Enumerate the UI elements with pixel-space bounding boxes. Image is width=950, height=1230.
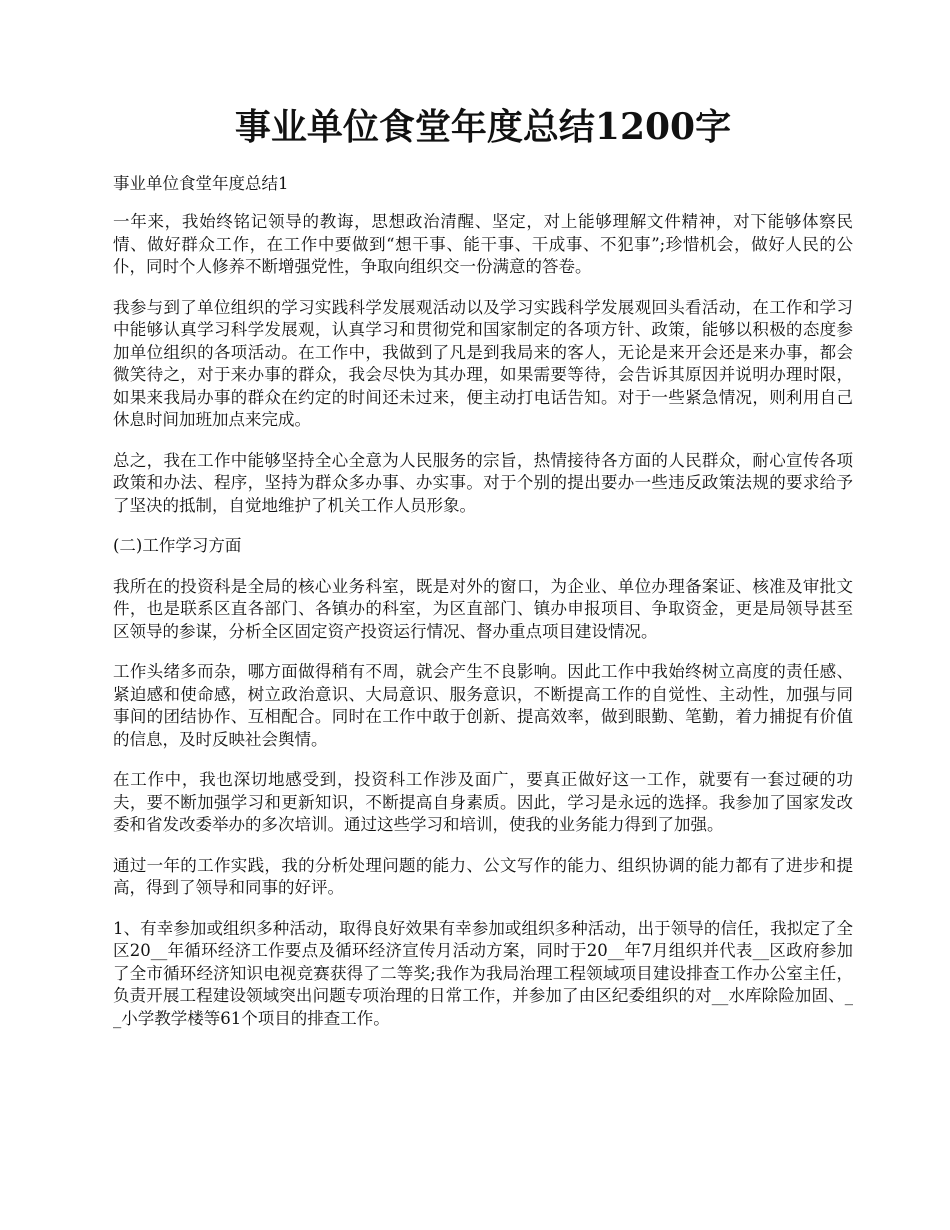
paragraph-6: 工作头绪多而杂，哪方面做得稍有不周，就会产生不良影响。因此工作中我始终树立高度的责任感、紧迫感和使命感，树立政治意识、大局意识、服务意识，不断提高工作的自觉性、主动性，加强与同事间的团结协作、互相配合。同时在工作中敢于创新、提高效率，做到眼勤、笔勤，着力捕捉有价值的信息，及时反映社会舆情。 [113, 662, 853, 749]
section-heading-work-study: (二)工作学习方面 [113, 536, 242, 556]
document-page [113, 104, 853, 1048]
document-subtitle: 事业单位食堂年度总结1 [113, 173, 289, 193]
paragraph-8: 通过一年的工作实践，我的分析处理问题的能力、公文写作的能力、组织协调的能力都有了进步和提高，得到了领导和同事的好评。 [113, 855, 853, 898]
paragraph-1: 一年来，我始终铭记领导的教诲，思想政治清醒、坚定，对上能够理解文件精神，对下能够体察民情、做好群众工作，在工作中要做到“想干事、能干事、干成事、不犯事”;珍惜机会，做好人民的公仆，同时个人修养不断增强党性，争取向组织交一份满意的答卷。 [113, 212, 853, 277]
document-title: 事业单位食堂年度总结1200字 [234, 106, 732, 148]
paragraph-3: 总之，我在工作中能够坚持全心全意为人民服务的宗旨，热情接待各方面的人民群众，耐心宣传各项政策和办法、程序，坚持为群众多办事、办实事。对于个别的提出要办一些违反政策法规的要求给予了坚决的抵制，自觉地维护了机关工作人员形象。 [113, 450, 853, 515]
paragraph-9: 1、有幸参加或组织多种活动，取得良好效果有幸参加或组织多种活动，出于领导的信任，我拟定了全区20__年循环经济工作要点及循环经济宣传月活动方案，同时于20__年7月组织并代表__区政府参加了全市循环经济知识电视竞赛获得了二等奖;我作为我局治理工程领域项目建设排查工作办公室主任，负责开展工程建设领域突出问题专项治理的日常工作，并参加了由区纪委组织的对__水库除险加固、__小学教学楼等61个项目的排查工作。 [113, 918, 853, 1028]
paragraph-7: 在工作中，我也深切地感受到，投资科工作涉及面广，要真正做好这一工作，就要有一套过硬的功夫，要不断加强学习和更新知识，不断提高自身素质。因此，学习是永远的选择。我参加了国家发改委和省发改委举办的多次培训。通过这些学习和培训，使我的业务能力得到了加强。 [113, 770, 853, 835]
paragraph-5: 我所在的投资科是全局的核心业务科室，既是对外的窗口，为企业、单位办理备案证、核准及审批文件，也是联系区直各部门、各镇办的科室，为区直部门、镇办申报项目、争取资金，更是局领导甚至区领导的参谋，分析全区固定资产投资运行情况、督办重点项目建设情况。 [113, 576, 853, 641]
paragraph-2: 我参与到了单位组织的学习实践科学发展观活动以及学习实践科学发展观回头看活动，在工作和学习中能够认真学习科学发展观，认真学习和贯彻党和国家制定的各项方针、政策，能够以积极的态度参加单位组织的各项活动。在工作中，我做到了凡是到我局来的客人，无论是来开会还是来办事，都会微笑待之，对于来办事的群众，我会尽快为其办理，如果需要等待，会告诉其原因并说明办理时限，如果来我局办事的群众在约定的时间还未过来，便主动打电话告知。对于一些紧急情况，则利用自己休息时间加班加点来完成。 [113, 297, 853, 430]
